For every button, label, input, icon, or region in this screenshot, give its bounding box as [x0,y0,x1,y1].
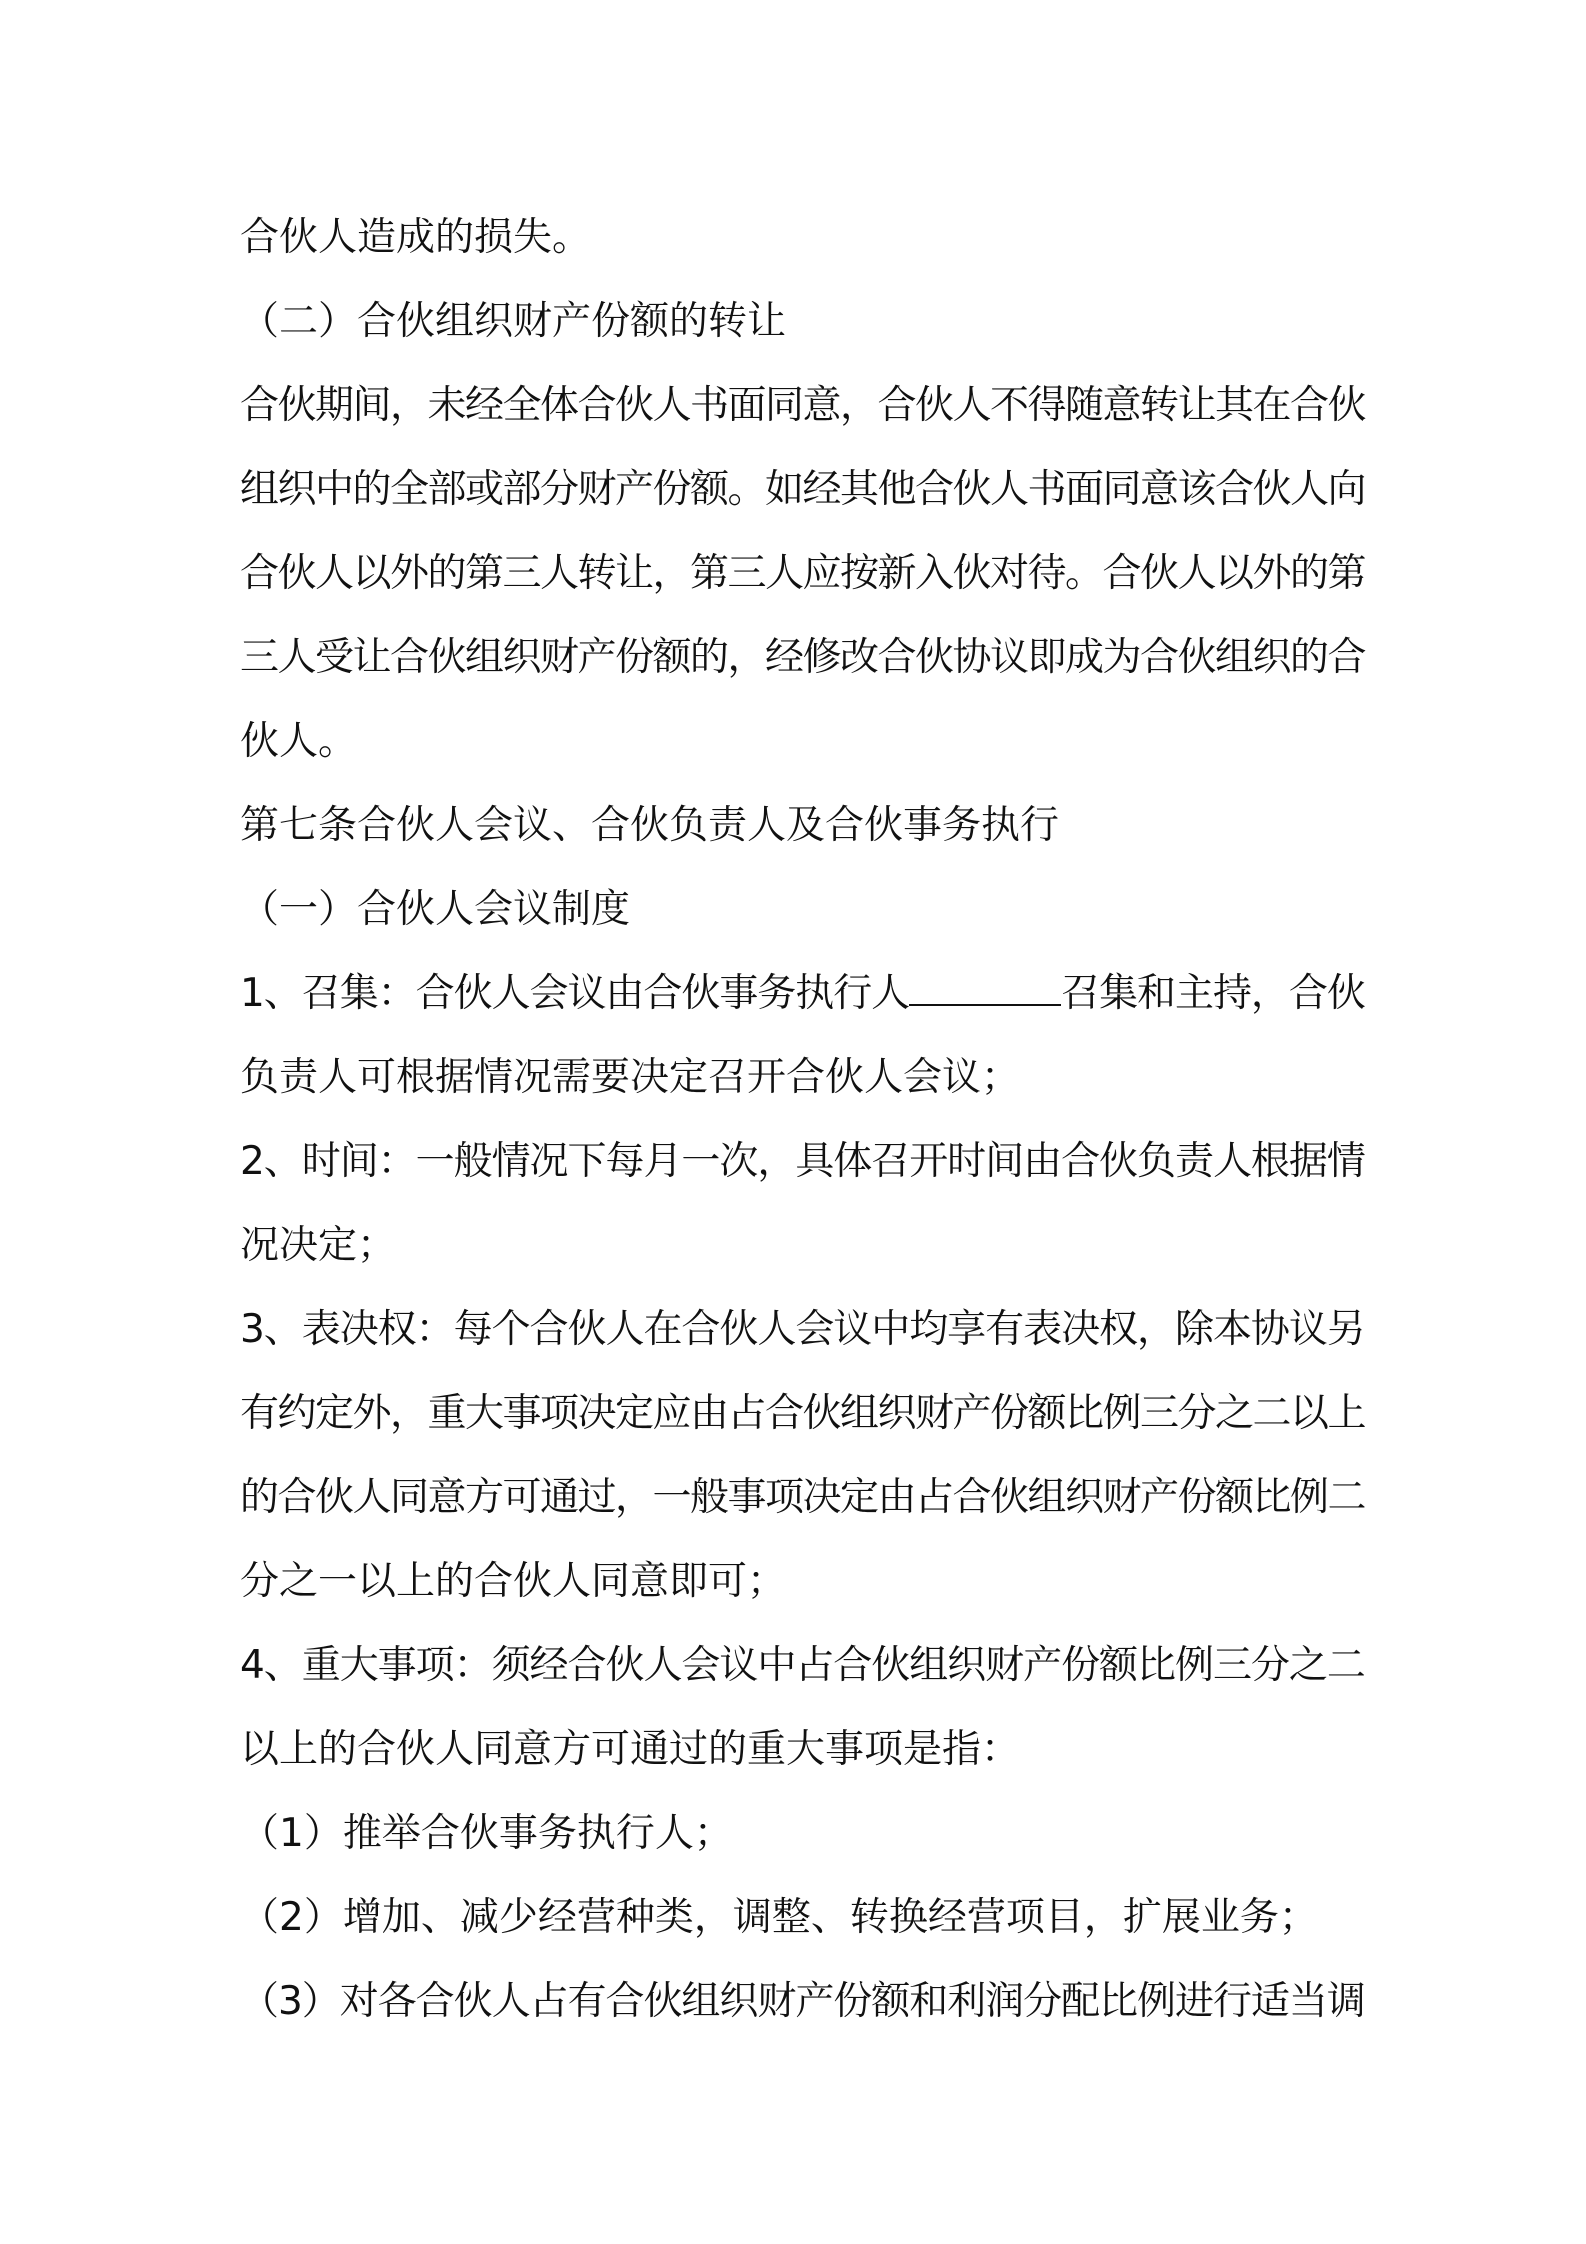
list-item: （1）推举合伙事务执行人； [240,1811,733,1856]
text-line: 2、时间：一般情况下每月一次，具体召开时间由合伙负责人根据情 [240,1139,1365,1184]
text-line: 4、重大事项：须经合伙人会议中占合伙组织财产份额比例三分之二 [240,1643,1365,1688]
text-line: 况决定； [240,1223,397,1268]
text-line: 以上的合伙人同意方可通过的重大事项是指： [240,1727,1021,1772]
list-item: （3）对各合伙人占有合伙组织财产份额和利润分配比例进行适当调 [240,1979,1365,2024]
section-heading: （二）合伙组织财产份额的转让 [240,299,787,344]
text-line: 分之一以上的合伙人同意即可； [240,1559,787,1604]
text-line: 负责人可根据情况需要决定召开合伙人会议； [240,1055,1021,1100]
article-heading: 第七条合伙人会议、合伙负责人及合伙事务执行 [240,803,1060,848]
document-body [240,196,1365,2044]
text-segment: 召集和主持，合伙 [1061,971,1365,1016]
text-line: 3、表决权：每个合伙人在合伙人会议中均享有表决权，除本协议另 [240,1307,1365,1352]
text-line: 合伙人造成的损失。 [240,215,592,260]
text-line: 合伙人以外的第三人转让，第三人应按新入伙对待。合伙人以外的第 [240,551,1366,596]
text-segment: 1、召集：合伙人会议由合伙事务执行人 [240,971,910,1016]
text-line: 三人受让合伙组织财产份额的，经修改合伙协议即成为合伙组织的合 [240,635,1366,680]
text-line: 有约定外，重大事项决定应由占合伙组织财产份额比例三分之二以上 [240,1391,1366,1436]
list-item: （2）增加、减少经营种类，调整、转换经营项目，扩展业务； [240,1895,1318,1940]
text-line: 伙人。 [240,719,358,764]
text-line: 的合伙人同意方可通过，一般事项决定由占合伙组织财产份额比例二 [240,1475,1366,1520]
section-heading: （一）合伙人会议制度 [240,887,631,932]
text-line-with-blank [240,952,1365,1036]
fill-in-blank [909,974,1061,1006]
text-line: 合伙期间，未经全体合伙人书面同意，合伙人不得随意转让其在合伙 [240,383,1366,428]
text-line: 组织中的全部或部分财产份额。如经其他合伙人书面同意该合伙人向 [240,467,1366,512]
